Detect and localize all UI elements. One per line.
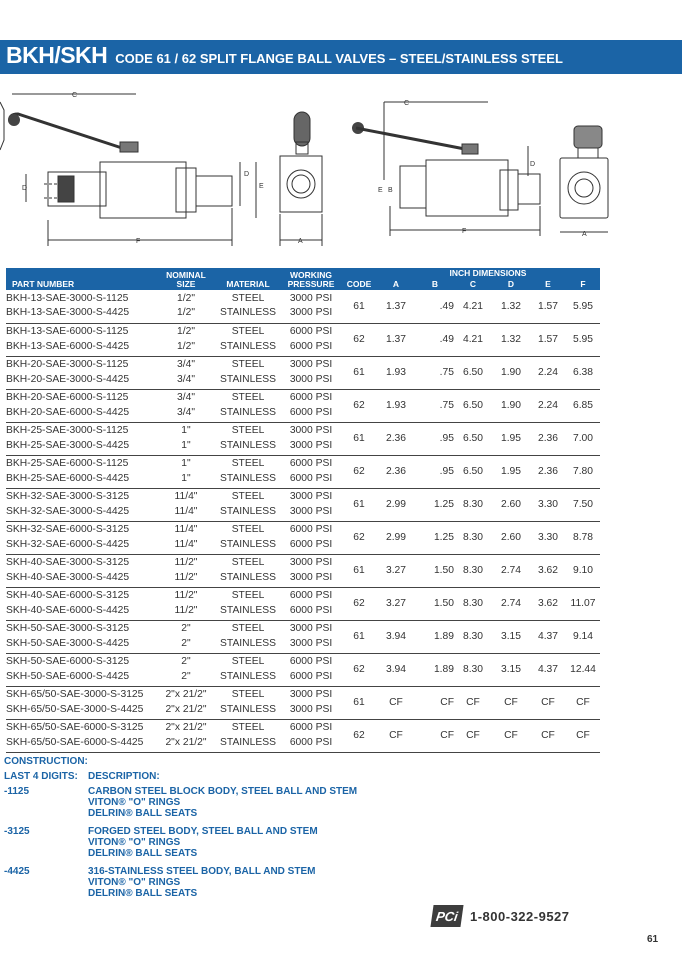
- dim-d-cell: 2.74: [492, 554, 530, 587]
- dim-e-cell: 2.24: [530, 356, 566, 389]
- dim-label-f: F: [136, 238, 141, 245]
- part-number-cell: BKH-20-SAE-3000-S-1125 BKH-20-SAE-3000-S-4425: [6, 356, 156, 389]
- dim-b-cell: .95: [416, 455, 454, 488]
- valve-spec-table: [6, 268, 600, 753]
- part-number-cell: SKH-50-SAE-6000-S-3125 SKH-50-SAE-6000-S-4425: [6, 653, 156, 686]
- dim-label-d-left: D: [22, 185, 28, 192]
- dim-c-cell: 8.30: [454, 587, 492, 620]
- nominal-size-cell: 1/2" 1/2": [156, 290, 216, 323]
- dim-d-cell: 2.60: [492, 488, 530, 521]
- dim-a-cell: 2.99: [376, 521, 416, 554]
- dim-f-cell: 5.95: [566, 290, 600, 323]
- table-row: [6, 620, 600, 653]
- dim-f-cell: 8.78: [566, 521, 600, 554]
- table-row: [6, 422, 600, 455]
- dim-d-cell: CF: [492, 686, 530, 719]
- material-cell: STEEL STAINLESS: [216, 587, 280, 620]
- dim-d-cell: 2.60: [492, 521, 530, 554]
- dim-d-cell: 1.95: [492, 455, 530, 488]
- dim-a-cell: 2.36: [376, 422, 416, 455]
- code-cell: 61: [342, 620, 376, 653]
- dim-d-cell: 1.90: [492, 389, 530, 422]
- construction-desc-line: VITON® "O" RINGS: [88, 837, 181, 848]
- table-row: [6, 356, 600, 389]
- dim-f-cell: 9.10: [566, 554, 600, 587]
- nominal-size-cell: 1/2" 1/2": [156, 323, 216, 356]
- construction-desc-line: DELRIN® BALL SEATS: [88, 848, 198, 859]
- dim-b-cell: .49: [416, 290, 454, 323]
- page-header: [0, 40, 682, 74]
- dim-d-cell: 3.15: [492, 653, 530, 686]
- material-cell: STEEL STAINLESS: [216, 686, 280, 719]
- part-number-cell: SKH-40-SAE-6000-S-3125 SKH-40-SAE-6000-S-4425: [6, 587, 156, 620]
- col-a: A: [376, 279, 416, 290]
- table-row: [6, 719, 600, 752]
- construction-desc-line: CARBON STEEL BLOCK BODY, STEEL BALL AND STEM: [88, 786, 358, 797]
- dim-label-b-right: B: [388, 187, 393, 194]
- dim-c-cell: 8.30: [454, 620, 492, 653]
- dim-a-cell: CF: [376, 686, 416, 719]
- pressure-cell: 6000 PSI 6000 PSI: [280, 389, 342, 422]
- dim-c-cell: 4.21: [454, 290, 492, 323]
- pressure-cell: 3000 PSI 3000 PSI: [280, 488, 342, 521]
- dim-e-cell: 2.36: [530, 422, 566, 455]
- dim-d-cell: 1.95: [492, 422, 530, 455]
- dim-a-cell: 3.94: [376, 620, 416, 653]
- dim-c-cell: 4.21: [454, 323, 492, 356]
- table-row: [6, 521, 600, 554]
- dim-c-cell: 6.50: [454, 356, 492, 389]
- material-cell: STEEL STAINLESS: [216, 620, 280, 653]
- table-row: [6, 554, 600, 587]
- nominal-size-cell: 2"x 21/2" 2"x 21/2": [156, 686, 216, 719]
- pressure-cell: 6000 PSI 6000 PSI: [280, 521, 342, 554]
- footer-contact: [432, 905, 570, 927]
- dim-f-cell: 7.50: [566, 488, 600, 521]
- dim-c-cell: 8.30: [454, 488, 492, 521]
- col-f: F: [566, 279, 600, 290]
- code-cell: 61: [342, 290, 376, 323]
- product-subtitle: CODE 61 / 62 SPLIT FLANGE BALL VALVES – STEEL/STAINLESS STEEL: [115, 51, 563, 66]
- construction-item: [4, 866, 424, 899]
- dim-b-cell: .49: [416, 323, 454, 356]
- construction-title: CONSTRUCTION:: [4, 756, 88, 767]
- dim-e-cell: 2.24: [530, 389, 566, 422]
- material-cell: STEEL STAINLESS: [216, 290, 280, 323]
- construction-desc-line: VITON® "O" RINGS: [88, 797, 181, 808]
- part-number-cell: SKH-32-SAE-3000-S-3125 SKH-32-SAE-3000-S-4425: [6, 488, 156, 521]
- dim-label-e: E: [259, 183, 264, 190]
- dim-e-cell: 3.30: [530, 488, 566, 521]
- code-cell: 61: [342, 554, 376, 587]
- dim-b-cell: .75: [416, 356, 454, 389]
- construction-desc-line: 316-STAINLESS STEEL BODY, BALL AND STEM: [88, 866, 316, 877]
- dim-a-cell: 1.37: [376, 323, 416, 356]
- material-cell: STEEL STAINLESS: [216, 719, 280, 752]
- dim-a-cell: 2.36: [376, 455, 416, 488]
- part-number-cell: BKH-25-SAE-6000-S-1125 BKH-25-SAE-6000-S-4425: [6, 455, 156, 488]
- dim-label-c-right: C: [404, 100, 410, 107]
- construction-item: [4, 786, 424, 819]
- dim-f-cell: 11.07: [566, 587, 600, 620]
- dim-c-cell: 8.30: [454, 554, 492, 587]
- dim-d-cell: 3.15: [492, 620, 530, 653]
- pressure-cell: 6000 PSI 6000 PSI: [280, 455, 342, 488]
- part-number-cell: SKH-65/50-SAE-3000-S-3125 SKH-65/50-SAE-3000-S-4425: [6, 686, 156, 719]
- col-part-number: PART NUMBER: [6, 268, 156, 290]
- dim-label-c: C: [72, 92, 78, 99]
- material-cell: STEEL STAINLESS: [216, 323, 280, 356]
- construction-code: -1125: [4, 786, 30, 797]
- pressure-cell: 3000 PSI 3000 PSI: [280, 620, 342, 653]
- col-nominal-size: NOMINAL SIZE: [156, 268, 216, 290]
- dim-f-cell: 7.80: [566, 455, 600, 488]
- table-row: [6, 587, 600, 620]
- code-cell: 62: [342, 521, 376, 554]
- table-row: [6, 389, 600, 422]
- nominal-size-cell: 11/2" 11/2": [156, 554, 216, 587]
- material-cell: STEEL STAINLESS: [216, 488, 280, 521]
- nominal-size-cell: 2" 2": [156, 620, 216, 653]
- nominal-size-cell: 3/4" 3/4": [156, 389, 216, 422]
- pci-logo: PCi: [430, 905, 463, 927]
- construction-desc-line: FORGED STEEL BODY, STEEL BALL AND STEM: [88, 826, 318, 837]
- pressure-cell: 3000 PSI 3000 PSI: [280, 554, 342, 587]
- part-number-cell: BKH-13-SAE-6000-S-1125 BKH-13-SAE-6000-S-4425: [6, 323, 156, 356]
- dim-e-cell: 1.57: [530, 290, 566, 323]
- dim-a-cell: 1.93: [376, 389, 416, 422]
- material-cell: STEEL STAINLESS: [216, 455, 280, 488]
- pressure-cell: 6000 PSI 6000 PSI: [280, 323, 342, 356]
- dim-c-cell: 6.50: [454, 422, 492, 455]
- dim-d-cell: 1.90: [492, 356, 530, 389]
- nominal-size-cell: 2" 2": [156, 653, 216, 686]
- table-header: [6, 268, 600, 290]
- code-cell: 62: [342, 719, 376, 752]
- dim-e-cell: 3.62: [530, 587, 566, 620]
- col-code: CODE: [342, 268, 376, 290]
- product-line-title: BKH/SKH: [6, 42, 108, 68]
- nominal-size-cell: 11/4" 11/4": [156, 521, 216, 554]
- dim-d-cell: 1.32: [492, 323, 530, 356]
- code-cell: 62: [342, 389, 376, 422]
- dim-e-cell: CF: [530, 686, 566, 719]
- material-cell: STEEL STAINLESS: [216, 356, 280, 389]
- pressure-cell: 3000 PSI 3000 PSI: [280, 290, 342, 323]
- dim-e-cell: 2.36: [530, 455, 566, 488]
- pressure-cell: 3000 PSI 3000 PSI: [280, 422, 342, 455]
- page-number: 61: [647, 934, 659, 945]
- table-row: [6, 290, 600, 323]
- dim-label-e-right: E: [378, 187, 383, 194]
- dim-c-cell: 6.50: [454, 455, 492, 488]
- code-cell: 61: [342, 488, 376, 521]
- construction-desc-line: DELRIN® BALL SEATS: [88, 888, 198, 899]
- construction-digits-header: LAST 4 DIGITS:: [4, 771, 78, 782]
- col-inch-dimensions: INCH DIMENSIONS: [376, 268, 600, 279]
- dim-b-cell: CF: [416, 686, 454, 719]
- dim-b-cell: 1.25: [416, 488, 454, 521]
- part-number-cell: SKH-65/50-SAE-6000-S-3125 SKH-65/50-SAE-6000-S-4425: [6, 719, 156, 752]
- material-cell: STEEL STAINLESS: [216, 554, 280, 587]
- dim-f-cell: 6.38: [566, 356, 600, 389]
- dim-a-cell: 2.99: [376, 488, 416, 521]
- col-b: B: [416, 279, 454, 290]
- dim-e-cell: CF: [530, 719, 566, 752]
- col-working-pressure: WORKING PRESSURE: [280, 268, 342, 290]
- pressure-cell: 6000 PSI 6000 PSI: [280, 587, 342, 620]
- part-number-cell: SKH-40-SAE-3000-S-3125 SKH-40-SAE-3000-S-4425: [6, 554, 156, 587]
- dim-b-cell: 1.50: [416, 554, 454, 587]
- dim-a-cell: 3.94: [376, 653, 416, 686]
- material-cell: STEEL STAINLESS: [216, 521, 280, 554]
- code-cell: 62: [342, 587, 376, 620]
- table-body: [6, 290, 600, 752]
- valve-dimension-diagram: [0, 80, 682, 260]
- nominal-size-cell: 2"x 21/2" 2"x 21/2": [156, 719, 216, 752]
- dim-f-cell: 7.00: [566, 422, 600, 455]
- phone-number: 1-800-322-9527: [470, 908, 570, 924]
- construction-notes: [4, 756, 424, 906]
- code-cell: 61: [342, 686, 376, 719]
- dim-c-cell: 6.50: [454, 389, 492, 422]
- construction-desc-line: VITON® "O" RINGS: [88, 877, 181, 888]
- material-cell: STEEL STAINLESS: [216, 422, 280, 455]
- material-cell: STEEL STAINLESS: [216, 653, 280, 686]
- table-row: [6, 455, 600, 488]
- code-cell: 61: [342, 356, 376, 389]
- dim-b-cell: 1.50: [416, 587, 454, 620]
- code-cell: 62: [342, 323, 376, 356]
- part-number-cell: SKH-50-SAE-3000-S-3125 SKH-50-SAE-3000-S-4425: [6, 620, 156, 653]
- dim-b-cell: 1.89: [416, 620, 454, 653]
- dim-f-cell: 9.14: [566, 620, 600, 653]
- dim-b-cell: CF: [416, 719, 454, 752]
- part-number-cell: BKH-20-SAE-6000-S-1125 BKH-20-SAE-6000-S-4425: [6, 389, 156, 422]
- dim-b-cell: .75: [416, 389, 454, 422]
- nominal-size-cell: 1" 1": [156, 422, 216, 455]
- pressure-cell: 6000 PSI 6000 PSI: [280, 719, 342, 752]
- nominal-size-cell: 11/4" 11/4": [156, 488, 216, 521]
- dim-e-cell: 4.37: [530, 620, 566, 653]
- part-number-cell: BKH-13-SAE-3000-S-1125 BKH-13-SAE-3000-S-4425: [6, 290, 156, 323]
- dim-e-cell: 4.37: [530, 653, 566, 686]
- dim-a-cell: CF: [376, 719, 416, 752]
- dim-a-cell: 1.37: [376, 290, 416, 323]
- dim-c-cell: 8.30: [454, 521, 492, 554]
- dim-e-cell: 3.62: [530, 554, 566, 587]
- table-row: [6, 653, 600, 686]
- dim-a-cell: 1.93: [376, 356, 416, 389]
- dim-e-cell: 1.57: [530, 323, 566, 356]
- col-material: MATERIAL: [216, 268, 280, 290]
- nominal-size-cell: 3/4" 3/4": [156, 356, 216, 389]
- dim-a-cell: 3.27: [376, 587, 416, 620]
- dim-b-cell: 1.89: [416, 653, 454, 686]
- nominal-size-cell: 1" 1": [156, 455, 216, 488]
- dim-d-cell: CF: [492, 719, 530, 752]
- pressure-cell: 3000 PSI 3000 PSI: [280, 686, 342, 719]
- table-row: [6, 686, 600, 719]
- dim-c-cell: CF: [454, 719, 492, 752]
- dim-e-cell: 3.30: [530, 521, 566, 554]
- construction-desc-line: DELRIN® BALL SEATS: [88, 808, 198, 819]
- dim-b-cell: 1.25: [416, 521, 454, 554]
- code-cell: 62: [342, 653, 376, 686]
- table-row: [6, 323, 600, 356]
- dim-label-a: A: [298, 238, 303, 245]
- dim-f-cell: CF: [566, 686, 600, 719]
- pressure-cell: 6000 PSI 6000 PSI: [280, 653, 342, 686]
- material-cell: STEEL STAINLESS: [216, 389, 280, 422]
- construction-code: -3125: [4, 826, 30, 837]
- dim-c-cell: 8.30: [454, 653, 492, 686]
- part-number-cell: SKH-32-SAE-6000-S-3125 SKH-32-SAE-6000-S-4425: [6, 521, 156, 554]
- code-cell: 61: [342, 422, 376, 455]
- pressure-cell: 3000 PSI 3000 PSI: [280, 356, 342, 389]
- table-row: [6, 488, 600, 521]
- dim-label-f-right: F: [462, 228, 467, 235]
- construction-code: -4425: [4, 866, 30, 877]
- col-c: C: [454, 279, 492, 290]
- part-number-cell: BKH-25-SAE-3000-S-1125 BKH-25-SAE-3000-S-4425: [6, 422, 156, 455]
- code-cell: 62: [342, 455, 376, 488]
- dim-f-cell: CF: [566, 719, 600, 752]
- col-e: E: [530, 279, 566, 290]
- dim-label-d-right: D: [530, 161, 536, 168]
- dim-f-cell: 5.95: [566, 323, 600, 356]
- dim-d-cell: 2.74: [492, 587, 530, 620]
- construction-desc-header: DESCRIPTION:: [88, 771, 160, 782]
- nominal-size-cell: 11/2" 11/2": [156, 587, 216, 620]
- dim-label-a-right: A: [582, 231, 587, 238]
- dim-f-cell: 6.85: [566, 389, 600, 422]
- col-d: D: [492, 279, 530, 290]
- dim-b-cell: .95: [416, 422, 454, 455]
- dim-c-cell: CF: [454, 686, 492, 719]
- dim-a-cell: 3.27: [376, 554, 416, 587]
- dim-d-cell: 1.32: [492, 290, 530, 323]
- construction-item: [4, 826, 424, 859]
- dim-f-cell: 12.44: [566, 653, 600, 686]
- dim-label-d: D: [244, 171, 250, 178]
